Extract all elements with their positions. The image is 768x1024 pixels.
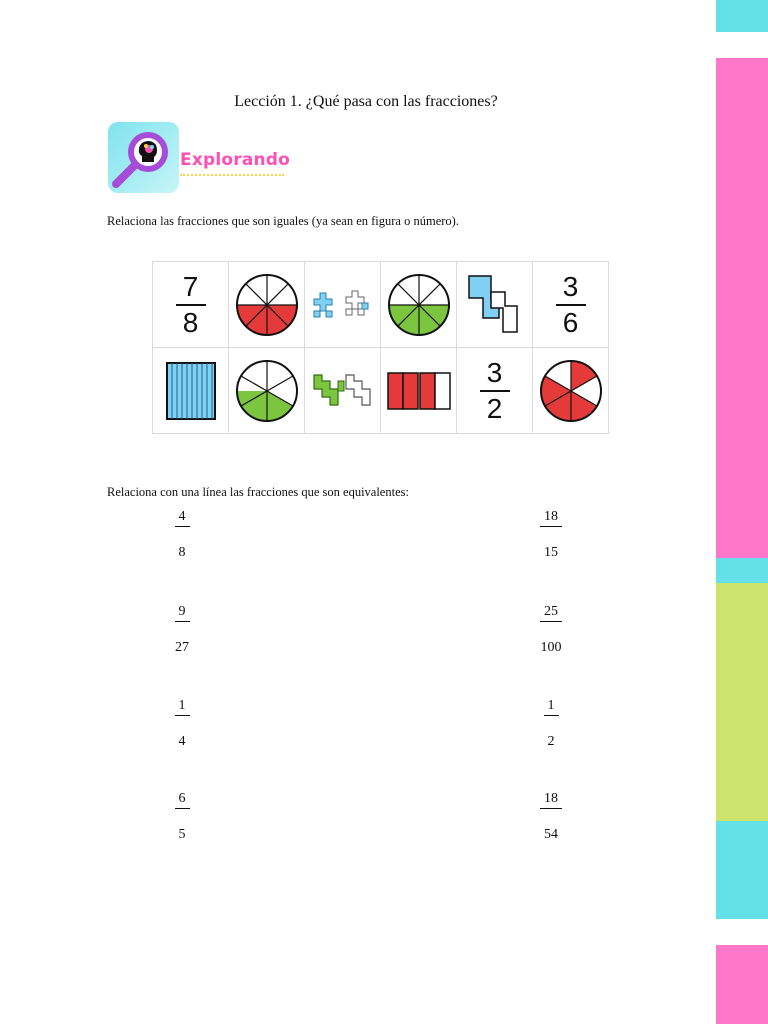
fraction-numerator: 1 [175, 697, 190, 716]
circle-red-sixths-icon [539, 359, 603, 423]
side-strip-cyan-2 [716, 558, 768, 583]
grid-cell-circle-sixths-green [229, 348, 305, 434]
left-fraction-2[interactable] [162, 603, 202, 655]
big-fraction-numerator: 3 [562, 270, 579, 302]
right-fraction-2[interactable] [531, 603, 571, 655]
grid-cell-circle-eighths-red [229, 262, 305, 348]
fraction-denominator: 4 [178, 734, 186, 749]
grid-cell-red-rectangles [381, 348, 457, 434]
fraction-denominator: 2 [547, 734, 555, 749]
fraction-numerator: 6 [175, 790, 190, 809]
instruction-match-figures: Relaciona las fracciones que son iguales (ya sean en figura o número). [107, 214, 459, 228]
side-strip-cyan-top [716, 0, 768, 32]
blue-striped-rectangle-icon [166, 362, 216, 420]
grid-cell-blue-striped-rectangle [153, 348, 229, 434]
fraction-numerator: 9 [175, 603, 190, 622]
fraction-denominator: 54 [544, 827, 558, 842]
grid-cell-blue-puzzle-pieces [305, 262, 381, 348]
big-fraction-denominator: 6 [562, 306, 579, 338]
fraction-denominator: 27 [175, 640, 189, 655]
red-white-rectangles-icon [386, 371, 452, 411]
fraction-figures-grid [152, 261, 609, 434]
logo-underline [180, 174, 284, 176]
right-fraction-4[interactable] [531, 790, 571, 842]
fraction-denominator: 100 [540, 640, 562, 655]
grid-row-1 [153, 262, 609, 348]
big-fraction-numerator: 7 [182, 270, 199, 302]
lesson-title: Lección 1. ¿Qué pasa con las fracciones? [234, 93, 498, 110]
grid-cell-blue-tetromino [457, 262, 533, 348]
grid-cell-fraction-7-8 [153, 262, 229, 348]
fraction-denominator: 15 [544, 545, 558, 560]
fraction-denominator: 5 [178, 827, 186, 842]
fraction-denominator: 8 [178, 545, 186, 560]
left-fraction-4[interactable] [162, 790, 202, 842]
circle-green-half-icon [387, 273, 451, 337]
big-fraction-denominator: 8 [182, 306, 199, 338]
explorando-logo [108, 122, 291, 194]
magnifier-head-icon [108, 122, 179, 193]
circle-red-half-icon [235, 273, 299, 337]
side-strip-pink-1 [716, 58, 768, 558]
fraction-numerator: 18 [540, 790, 562, 809]
side-strip-pink-2 [716, 945, 768, 1024]
right-fraction-1[interactable] [531, 508, 571, 560]
fraction-numerator: 1 [544, 697, 559, 716]
fraction-numerator: 18 [540, 508, 562, 527]
left-fraction-3[interactable] [162, 697, 202, 749]
green-tetromino-shapes-icon [310, 371, 376, 411]
left-fraction-1[interactable] [162, 508, 202, 560]
blue-tetromino-shapes-icon [467, 274, 523, 336]
grid-cell-fraction-3-6 [533, 262, 609, 348]
grid-cell-circle-sixths-red [533, 348, 609, 434]
logo-text: Explorando [180, 150, 291, 170]
blue-puzzle-pieces-icon [310, 285, 376, 325]
side-strip-cyan-3 [716, 821, 768, 919]
big-fraction-numerator: 3 [486, 356, 503, 388]
grid-cell-circle-eighths-green [381, 262, 457, 348]
side-strip-lime [716, 583, 768, 821]
grid-cell-green-tetromino [305, 348, 381, 434]
instruction-match-equivalents: Relaciona con una línea las fracciones que son equivalentes: [107, 485, 409, 499]
grid-row-2 [153, 348, 609, 434]
right-fraction-3[interactable] [531, 697, 571, 749]
logo-badge [108, 122, 179, 193]
fraction-numerator: 25 [540, 603, 562, 622]
fraction-numerator: 4 [175, 508, 190, 527]
circle-green-sixths-icon [235, 359, 299, 423]
big-fraction-denominator: 2 [486, 392, 503, 424]
grid-cell-fraction-3-2 [457, 348, 533, 434]
